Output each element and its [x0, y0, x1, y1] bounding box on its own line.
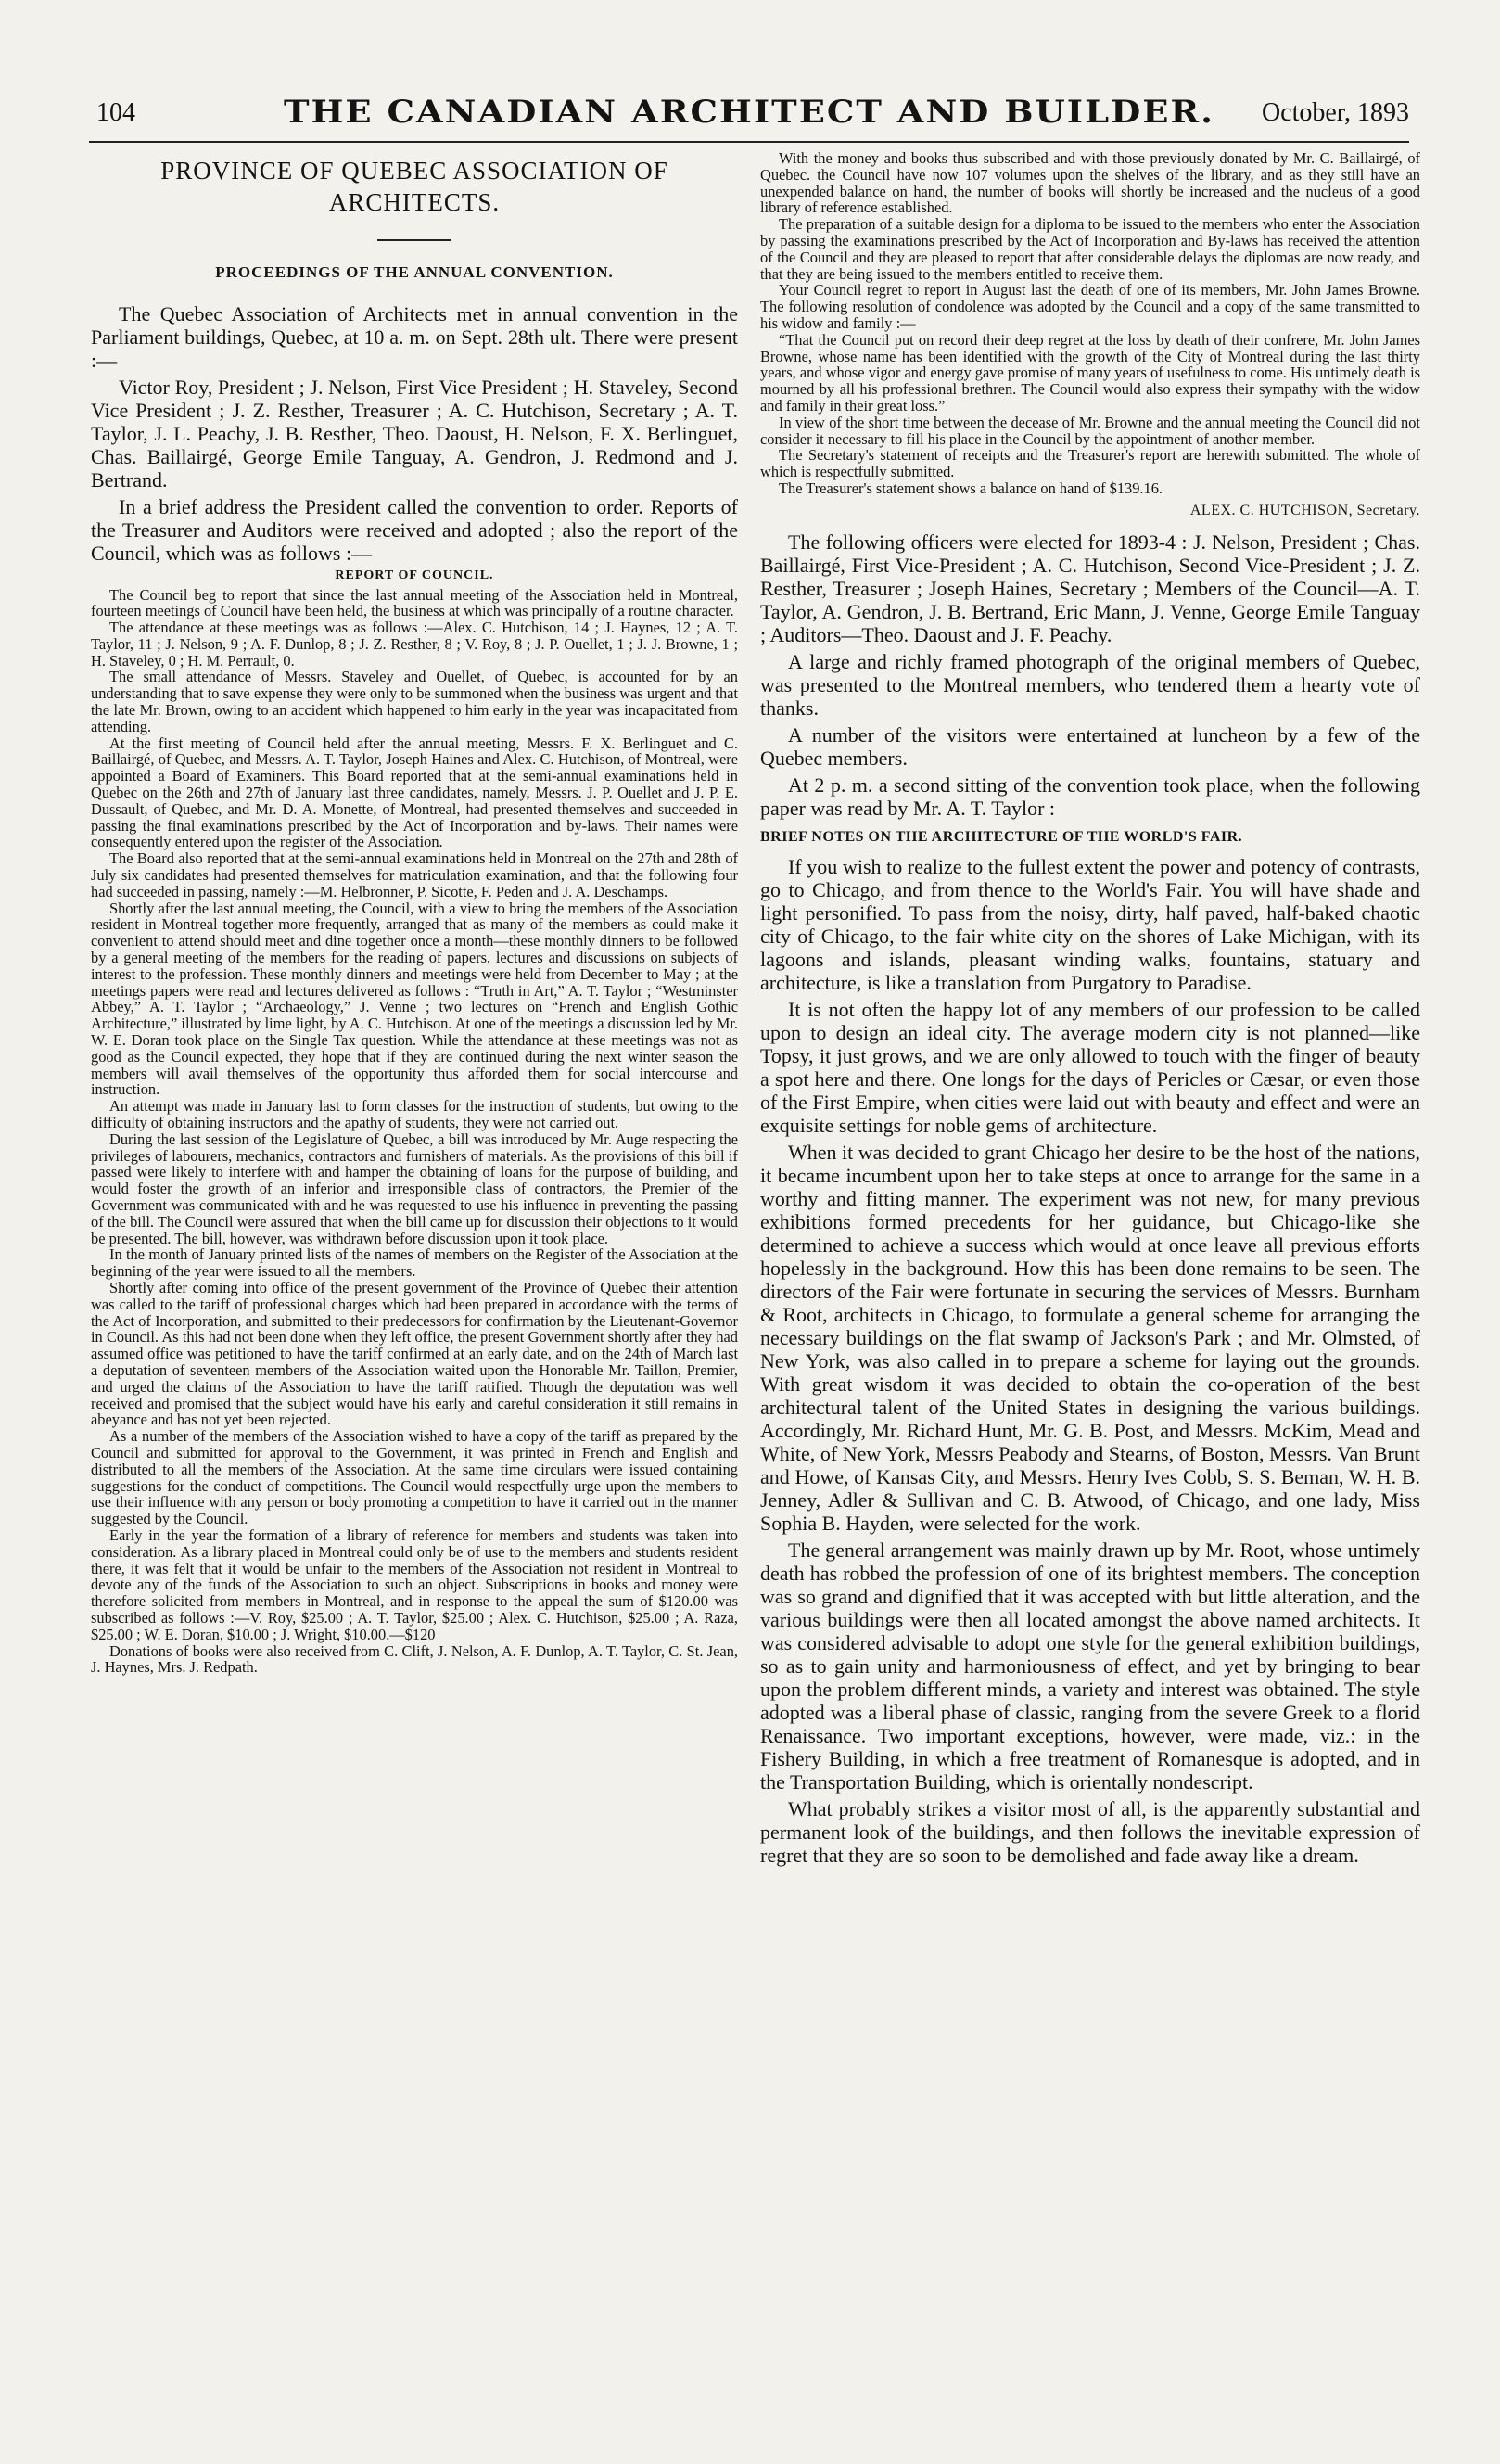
report-paragraph: Your Council regret to report in August last the death of one of its members, Mr. John James Browne. The following resolution of condolence was adopted by the Council and a copy of the same transmitted to his widow and family :—	[760, 281, 1420, 332]
report-paragraph: An attempt was made in January last to form classes for the instruction of students, but owing to the difficulty of obtaining instructors and the apathy of students, they were not carried out.	[91, 1097, 738, 1131]
report-paragraph: The Council beg to report that since the last annual meeting of the Association held in Montreal, fourteen meetings of Council have been held, the business at which was principally of a routine character.	[91, 585, 738, 620]
header-rule	[89, 141, 1409, 143]
page-header	[89, 91, 1409, 137]
body-paragraph: At 2 p. m. a second sitting of the convention took place, when the following paper was read by Mr. A. T. Taylor :	[760, 772, 1420, 820]
report-paragraph: At the first meeting of Council held after the annual meeting, Messrs. F. X. Berlinguet and C. Baillairgé, of Quebec, and Messrs. A. T. Taylor, Joseph Haines and Alex. C. Hutchison, of Montreal, were appointed a Board of Examiners. This Board reported that at the semi-annual examinations held in Quebec on the 26th and 27th of January last three candidates, namely, Messrs. J. P. Ouellet and J. P. E. Dussault, of Quebec, and Mr. D. A. Monette, of Montreal, had presented themselves and succeeded in passing the final examinations prescribed by the Act of Incorporation and by-laws. Their names were consequently entered upon the register of the Association.	[91, 734, 738, 851]
paper-paragraph: What probably strikes a visitor most of all, is the apparently substantial and permanent look of the buildings, and then follows the inevitable expression of regret that they are so soon to be demolished and fade away like a dream.	[760, 1796, 1420, 1867]
paper-heading: BRIEF NOTES ON THE ARCHITECTURE OF THE WORLD'S FAIR.	[760, 828, 1243, 845]
attendees-paragraph: Victor Roy, President ; J. Nelson, First Vice President ; H. Staveley, Second Vice President ; J. Z. Resther, Treasurer ; A. C. Hutchison, Secretary ; A. T. Taylor, J. L. Peachy, J. B. Resther, Theo. Daoust, H. Nelson, F. X. Berlinguet, Chas. Baillairgé, George Emile Tanguay, A. Gendron, J. Redmond and J. Bertrand.	[91, 375, 738, 492]
body-paragraph: A number of the visitors were entertained at luncheon by a few of the Quebec members.	[760, 722, 1420, 770]
report-paragraph: Shortly after the last annual meeting, the Council, with a view to bring the members of the Association resident in Montreal together more frequently, arranged that as many of the members as could make it convenient to attend should meet and dine together once a month—these monthly dinners to be followed by a general meeting of the members for the reading of papers, lectures and discussions on subjects of interest to the profession. These monthly dinners and meetings were held from December to May ; at the meetings papers were read and lectures delivered as follows : “Truth in Art,” A. T. Taylor ; “Westminster Abbey,” A. T. Taylor ; “Archaeology,” J. Venne ; two lectures on “French and English Gothic Architecture,” illustrated by lime light, by A. C. Hutchison. At one of the meetings a discussion led by Mr. W. E. Doran took place on the Single Tax question. While the attendance at these meetings was not as good as the Council expected, they hope that if they are continued during the next winter season the members will avail themselves of the opportunity thus afforded them for social intercourse and instruction.	[91, 899, 738, 1099]
report-paragraph: The Treasurer's statement shows a balance on hand of $139.16.	[779, 479, 1163, 497]
report-paragraph: The preparation of a suitable design for a diploma to be issued to the members who enter the Association by passing the examinations prescribed by the Act of Incorporation and By-laws has received the attention of the Council and they are pleased to report that after considerable delays the diplomas are now ready, and that they are being issued to the members entitled to receive them.	[760, 215, 1420, 283]
report-paragraph: Donations of books were also received from C. Clift, J. Nelson, A. F. Dunlop, A. T. Taylor, C. St. Jean, J. Haynes, Mrs. J. Redpath.	[91, 1641, 738, 1677]
report-paragraph: During the last session of the Legislature of Quebec, a bill was introduced by Mr. Auge respecting the privileges of labourers, mechanics, contractors and furnishers of materials. As the provisions of this bill if passed were likely to interfere with and hamper the obtaining of loans for the purpose of building, and would foster the growth of an inferior and irresponsible class of contractors, the Premier of the Government was communicated with and he was requested to use his influence in preventing the passing of the bill. The Council were assured that when the bill came up for discussion their objections to it would be presented. The bill, however, was withdrawn before discussion upon it took place.	[91, 1130, 738, 1247]
paper-paragraph: When it was decided to grant Chicago her desire to be the host of the nations, it became incumbent upon her to take steps at once to arrange for the same in a worthy and fitting manner. The experiment was not new, for many previous exhibitions formed precedents for her guidance, but Chicago-like she determined to achieve a success which would at once leave all previous efforts hopelessly in the background. How this has been done remains to be seen. The directors of the Fair were fortunate in securing the services of Messrs. Burnham & Root, architects in Chicago, to formulate a general scheme for arranging the necessary buildings on the flat swamp of Jackson's Park ; and Mr. Olmsted, of New York, was also called in to prepare a scheme for laying out the grounds. With great wisdom it was decided to obtain the co-operation of the best architectural talent of the United States in designing the various buildings. Accordingly, Mr. Richard Hunt, Mr. G. B. Post, and Messrs. McKim, Mead and White, of New York, Messrs Peabody and Stearns, of Boston, Messrs. Van Brunt and Howe, of Kansas City, and Messrs. Henry Ives Cobb, S. S. Beman, W. H. B. Jenney, Adler & Sullivan and C. B. Atwood, of Chicago, and one lady, Miss Sophia B. Hayden, were selected for the work.	[760, 1140, 1420, 1535]
report-paragraph: With the money and books thus subscribed and with those previously donated by Mr. C. Baillairgé, of Quebec. the Council have now 107 volumes upon the shelves of the library, and as they still have an unexpended balance on hand, the number of books will shortly be increased and the nucleus of a good library of reference established.	[760, 150, 1420, 217]
issue-date: October, 1893	[1261, 98, 1409, 127]
journal-title: THE CANADIAN ARCHITECT AND BUILDER.	[283, 92, 1215, 131]
report-paragraph: In the month of January printed lists of the names of members on the Register of the Association at the beginning of the year were issued to all the members.	[91, 1245, 738, 1281]
report-paragraph: Shortly after coming into office of the present government of the Province of Quebec their attention was called to the tariff of professional charges which had been prepared in accordance with the terms of the Act of Incorporation, and submitted to their predecessors for confirmation by the Lieutenant-Governor in Council. As this had not been done when they left office, the present Government shortly after they had assumed office was petitioned to have the tariff confirmed at an early date, and on the 24th of March last a deputation of seventeen members of the Association waited upon the Honorable Mr. Taillon, Premier, and urged the claims of the Association to have the tariff ratified. Though the deputation was well received and promised that the subject would have his early and careful consideration it still remains in abeyance and has not yet been rejected.	[91, 1278, 738, 1429]
secretary-signature: ALEX. C. HUTCHISON, Secretary.	[1189, 502, 1420, 518]
right-column	[760, 150, 1420, 2413]
report-paragraph: The attendance at these meetings was as follows :—Alex. C. Hutchison, 14 ; J. Haynes, 12 ; A. T. Taylor, 11 ; J. Nelson, 9 ; A. F. Dunlop, 8 ; J. Z. Resther, 8 ; V. Roy, 8 ; J. P. Ouellet, 1 ; J. J. Browne, 1 ; H. Staveley, 0 ; H. M. Perrault, 0.	[91, 619, 738, 670]
paper-paragraph: It is not often the happy lot of any members of our profession to be called upon to design an ideal city. The average modern city is not planned—like Topsy, it just grows, and we are only allowed to touch with the finger of beauty a spot here and there. One longs for the days of Pericles or Cæsar, or even those of the First Empire, when cities were laid out with beauty and effect and were an exquisite settings for noble gems of architecture.	[760, 997, 1420, 1137]
report-paragraph: In view of the short time between the decease of Mr. Browne and the annual meeting the Council did not consider it necessary to fill his place in the Council by the appointment of another member.	[760, 413, 1420, 448]
title-divider	[377, 239, 451, 241]
article-title: PROVINCE OF QUEBEC ASSOCIATION OF ARCHITECTS.	[160, 157, 668, 216]
resolution-quote: “That the Council put on record their deep regret at the loss by death of their confrere, Mr. John James Browne, whose name has been identified with the growth of the City of Montreal during the last thirty years, and whose vigor and energy gave promise of many years of usefulness to come. His untimely death is mourned by all his professional brethren. The Council would also express their sympathy with the widow and family in their great loss.”	[760, 330, 1420, 415]
left-column	[91, 150, 738, 2413]
body-paragraph: A large and richly framed photograph of the original members of Quebec, was presented to the Montreal members, who tendered them a hearty vote of thanks.	[760, 649, 1420, 720]
address-paragraph: In a brief address the President called the convention to order. Reports of the Treasurer and Auditors were received and adopted ; also the report of the Council, which was as follows :—	[91, 494, 738, 565]
paper-paragraph: The general arrangement was mainly drawn up by Mr. Root, whose untimely death has robbed the profession of one of its brightest members. The conception was so grand and dignified that it was accepted with but little alteration, and the various buildings were then all located amongst the above named architects. It was considered advisable to adopt one style for the general exhibition buildings, so as to gain unity and harmoniousness of effect, and yet by bringing to bear upon the problem different minds, a variety and interest was obtained. The style adopted was a liberal phase of classic, ranging from the severe Greek to a florid Renaissance. Two important exceptions, however, were made, viz.: in the Fishery Building, in which a free treatment of Romanesque is adopted, and in the Transportation Building, which is orientally nondescript.	[760, 1538, 1420, 1794]
article-subtitle: PROCEEDINGS OF THE ANNUAL CONVENTION.	[215, 262, 614, 281]
report-paragraph: The small attendance of Messrs. Staveley and Ouellet, of Quebec, is accounted for by an understanding that to save expense they were only to be summoned when the business was urgent and that the late Mr. Brown, owing to an accident which happened to him early in the year was incapacitated from attending.	[91, 668, 738, 735]
paper-paragraph: If you wish to realize to the fullest extent the power and potency of contrasts, go to Chicago, and from thence to the World's Fair. You will have shade and light personified. To pass from the noisy, dirty, half paved, half-baked chaotic city of Chicago, to the fair white city on the shores of Lake Michigan, with its lagoons and islands, pleasant winding walks, fountains, statuary and architecture, is like a translation from Purgatory to Paradise.	[760, 854, 1420, 994]
report-paragraph: The Board also reported that at the semi-annual examinations held in Montreal on the 27th and 28th of July six candidates had presented themselves for matriculation examination, and that the following four had succeeded in passing, namely :—M. Helbronner, P. Sicotte, F. Peden and J. A. Deschamps.	[91, 849, 738, 900]
officers-paragraph: The following officers were elected for 1893-4 : J. Nelson, President ; Chas. Baillairgé, First Vice-President ; A. C. Hutchison, Second Vice-President ; J. Z. Resther, Treasurer ; Joseph Haines, Secretary ; Members of the Council—A. T. Taylor, A. Gendron, J. B. Bertrand, Eric Mann, J. Venne, George Emile Tanguay ; Auditors—Theo. Daoust and J. F. Peachy.	[760, 530, 1420, 646]
report-paragraph: The Secretary's statement of receipts and the Treasurer's report are herewith submitted. The whole of which is respectfully submitted.	[760, 446, 1420, 481]
report-paragraph: Early in the year the formation of a library of reference for members and students was taken into consideration. As a library placed in Montreal could only be of use to the members and students resident there, it was felt that it would be unfair to the members of the Association not resident in Montreal to devote any of the funds of the Association to such an object. Subscriptions in books and money were therefore solicited from members in Montreal, and in response to the appeal the sum of $120.00 was subscribed as follows :—V. Roy, $25.00 ; A. T. Taylor, $25.00 ; Alex. C. Hutchison, $25.00 ; A. Raza, $25.00 ; W. E. Doran, $10.00 ; J. Wright, $10.00.—$120	[91, 1526, 738, 1643]
page-number: 104	[96, 98, 135, 127]
report-paragraph: As a number of the members of the Association wished to have a copy of the tariff as prepared by the Council and submitted for approval to the Government, it was printed in French and English and distributed to all the members of the Association. At the same time circulars were issued containing suggestions for the conduct of competitions. The Council would respectfully urge upon the members to use their influence with any person or body promoting a competition to have it carried out in the manner suggested by the Council.	[91, 1427, 738, 1528]
report-heading: REPORT OF COUNCIL.	[335, 568, 494, 582]
intro-paragraph: The Quebec Association of Architects met in annual convention in the Parliament buildings, Quebec, at 10 a. m. on Sept. 28th ult. There were present :—	[91, 301, 738, 372]
